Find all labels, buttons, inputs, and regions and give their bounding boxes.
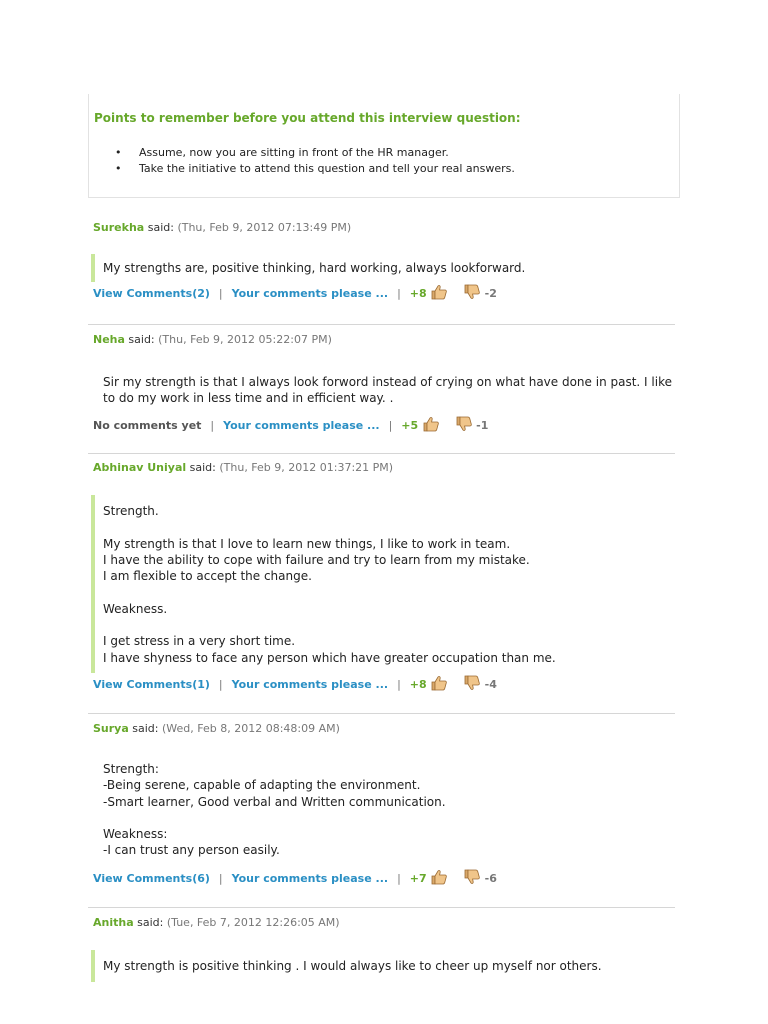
comment-surekha <box>93 220 675 300</box>
comment-text: Strength: -Being serene, capable of adapting the environment. -Smart learner, Good verbal and Written communication. Weakness: -I can trust any person easily. <box>103 762 446 858</box>
comment-timestamp: (Thu, Feb 9, 2012 07:13:49 PM) <box>177 221 352 234</box>
comment-body <box>91 755 675 865</box>
view-comments-link[interactable]: View Comments(6) <box>93 872 210 885</box>
your-comments-link[interactable]: Your comments please ... <box>223 419 380 432</box>
comment-body <box>91 366 675 410</box>
divider <box>88 453 675 454</box>
comment-author[interactable]: Surya <box>93 722 129 735</box>
thumbs-down-icon[interactable] <box>463 284 481 300</box>
comment-text: Strength. My strength is that I love to learn new things, I like to work in team. I have the ability to cope with failure and try to learn from my mistake. I am flexible to accept the change. Weakness. I get stress in a very short time. I have shyness to face any person which have greater occupation than me. <box>103 504 556 665</box>
points-item: • Assume, now you are sitting in front of the HR manager. <box>89 145 515 161</box>
comment-timestamp: (Thu, Feb 9, 2012 01:37:21 PM) <box>219 461 394 474</box>
view-comments-link[interactable]: View Comments(1) <box>93 678 210 691</box>
comment-header <box>93 721 675 737</box>
separator: | <box>388 419 393 432</box>
thumbs-down-icon[interactable] <box>463 869 481 885</box>
comment-header <box>93 332 675 348</box>
comment-author[interactable]: Anitha <box>93 916 134 929</box>
your-comments-link[interactable]: Your comments please ... <box>231 872 389 885</box>
comment-timestamp: (Thu, Feb 9, 2012 05:22:07 PM) <box>158 333 332 346</box>
your-comments-link[interactable]: Your comments please ... <box>231 678 389 691</box>
comment-text: My strengths are, positive thinking, hard working, always lookforward. <box>103 261 526 275</box>
comment-text: My strength is positive thinking . I would always like to cheer up myself nor others. <box>103 959 602 973</box>
said-label: said: <box>147 221 174 234</box>
comment-header <box>93 220 675 236</box>
thumbs-up-icon[interactable] <box>422 416 440 432</box>
thumbs-down-icon[interactable] <box>463 675 481 691</box>
comment-header <box>93 915 675 931</box>
thumbs-up-icon[interactable] <box>430 869 448 885</box>
upvote-count: +7 <box>409 872 427 885</box>
downvote-count: -1 <box>476 419 489 432</box>
your-comments-link[interactable]: Your comments please ... <box>231 287 389 300</box>
comment-timestamp: (Wed, Feb 8, 2012 08:48:09 AM) <box>162 722 340 735</box>
separator: | <box>218 872 223 885</box>
downvote-count: -2 <box>484 287 497 300</box>
separator: | <box>397 678 401 691</box>
no-comments-label: No comments yet <box>93 419 202 432</box>
points-item: • Take the initiative to attend this question and tell your real answers. <box>89 161 515 177</box>
upvote-count: +5 <box>401 419 419 432</box>
upvote-count: +8 <box>409 678 427 691</box>
thumbs-down-icon[interactable] <box>455 416 473 432</box>
comment-neha <box>93 332 675 432</box>
comment-anitha <box>93 915 675 982</box>
separator: | <box>218 287 223 300</box>
comment-surya <box>93 721 675 885</box>
said-label: said: <box>132 722 159 735</box>
upvote-count: +8 <box>409 287 427 300</box>
comment-text: Sir my strength is that I always look forword instead of crying on what have done in past. I like to do my work in less time and in efficient way. . <box>103 375 672 406</box>
points-title: Points to remember before you attend this interview question: <box>94 111 521 125</box>
view-comments-link[interactable]: View Comments(2) <box>93 287 210 300</box>
comment-actions <box>93 284 675 300</box>
comment-actions <box>93 869 675 885</box>
separator: | <box>210 419 215 432</box>
comment-body <box>91 495 675 673</box>
said-label: said: <box>128 333 155 346</box>
comment-author[interactable]: Abhinav Uniyal <box>93 461 187 474</box>
thumbs-up-icon[interactable] <box>430 284 448 300</box>
downvote-count: -6 <box>484 872 497 885</box>
points-list <box>89 145 515 177</box>
divider <box>88 713 675 714</box>
comment-timestamp: (Tue, Feb 7, 2012 12:26:05 AM) <box>166 916 340 929</box>
said-label: said: <box>189 461 216 474</box>
separator: | <box>397 872 401 885</box>
comment-abhinav-uniyal <box>93 460 675 691</box>
thumbs-up-icon[interactable] <box>430 675 448 691</box>
comment-body <box>91 950 675 982</box>
said-label: said: <box>137 916 164 929</box>
comment-actions <box>93 416 675 432</box>
comment-actions <box>93 675 675 691</box>
points-box <box>88 94 680 198</box>
comment-header <box>93 460 675 476</box>
downvote-count: -4 <box>484 678 497 691</box>
divider <box>88 907 675 908</box>
divider <box>88 324 675 325</box>
separator: | <box>397 287 401 300</box>
separator: | <box>218 678 223 691</box>
comment-author[interactable]: Neha <box>93 333 125 346</box>
comment-body <box>91 254 675 282</box>
comment-author[interactable]: Surekha <box>93 221 145 234</box>
